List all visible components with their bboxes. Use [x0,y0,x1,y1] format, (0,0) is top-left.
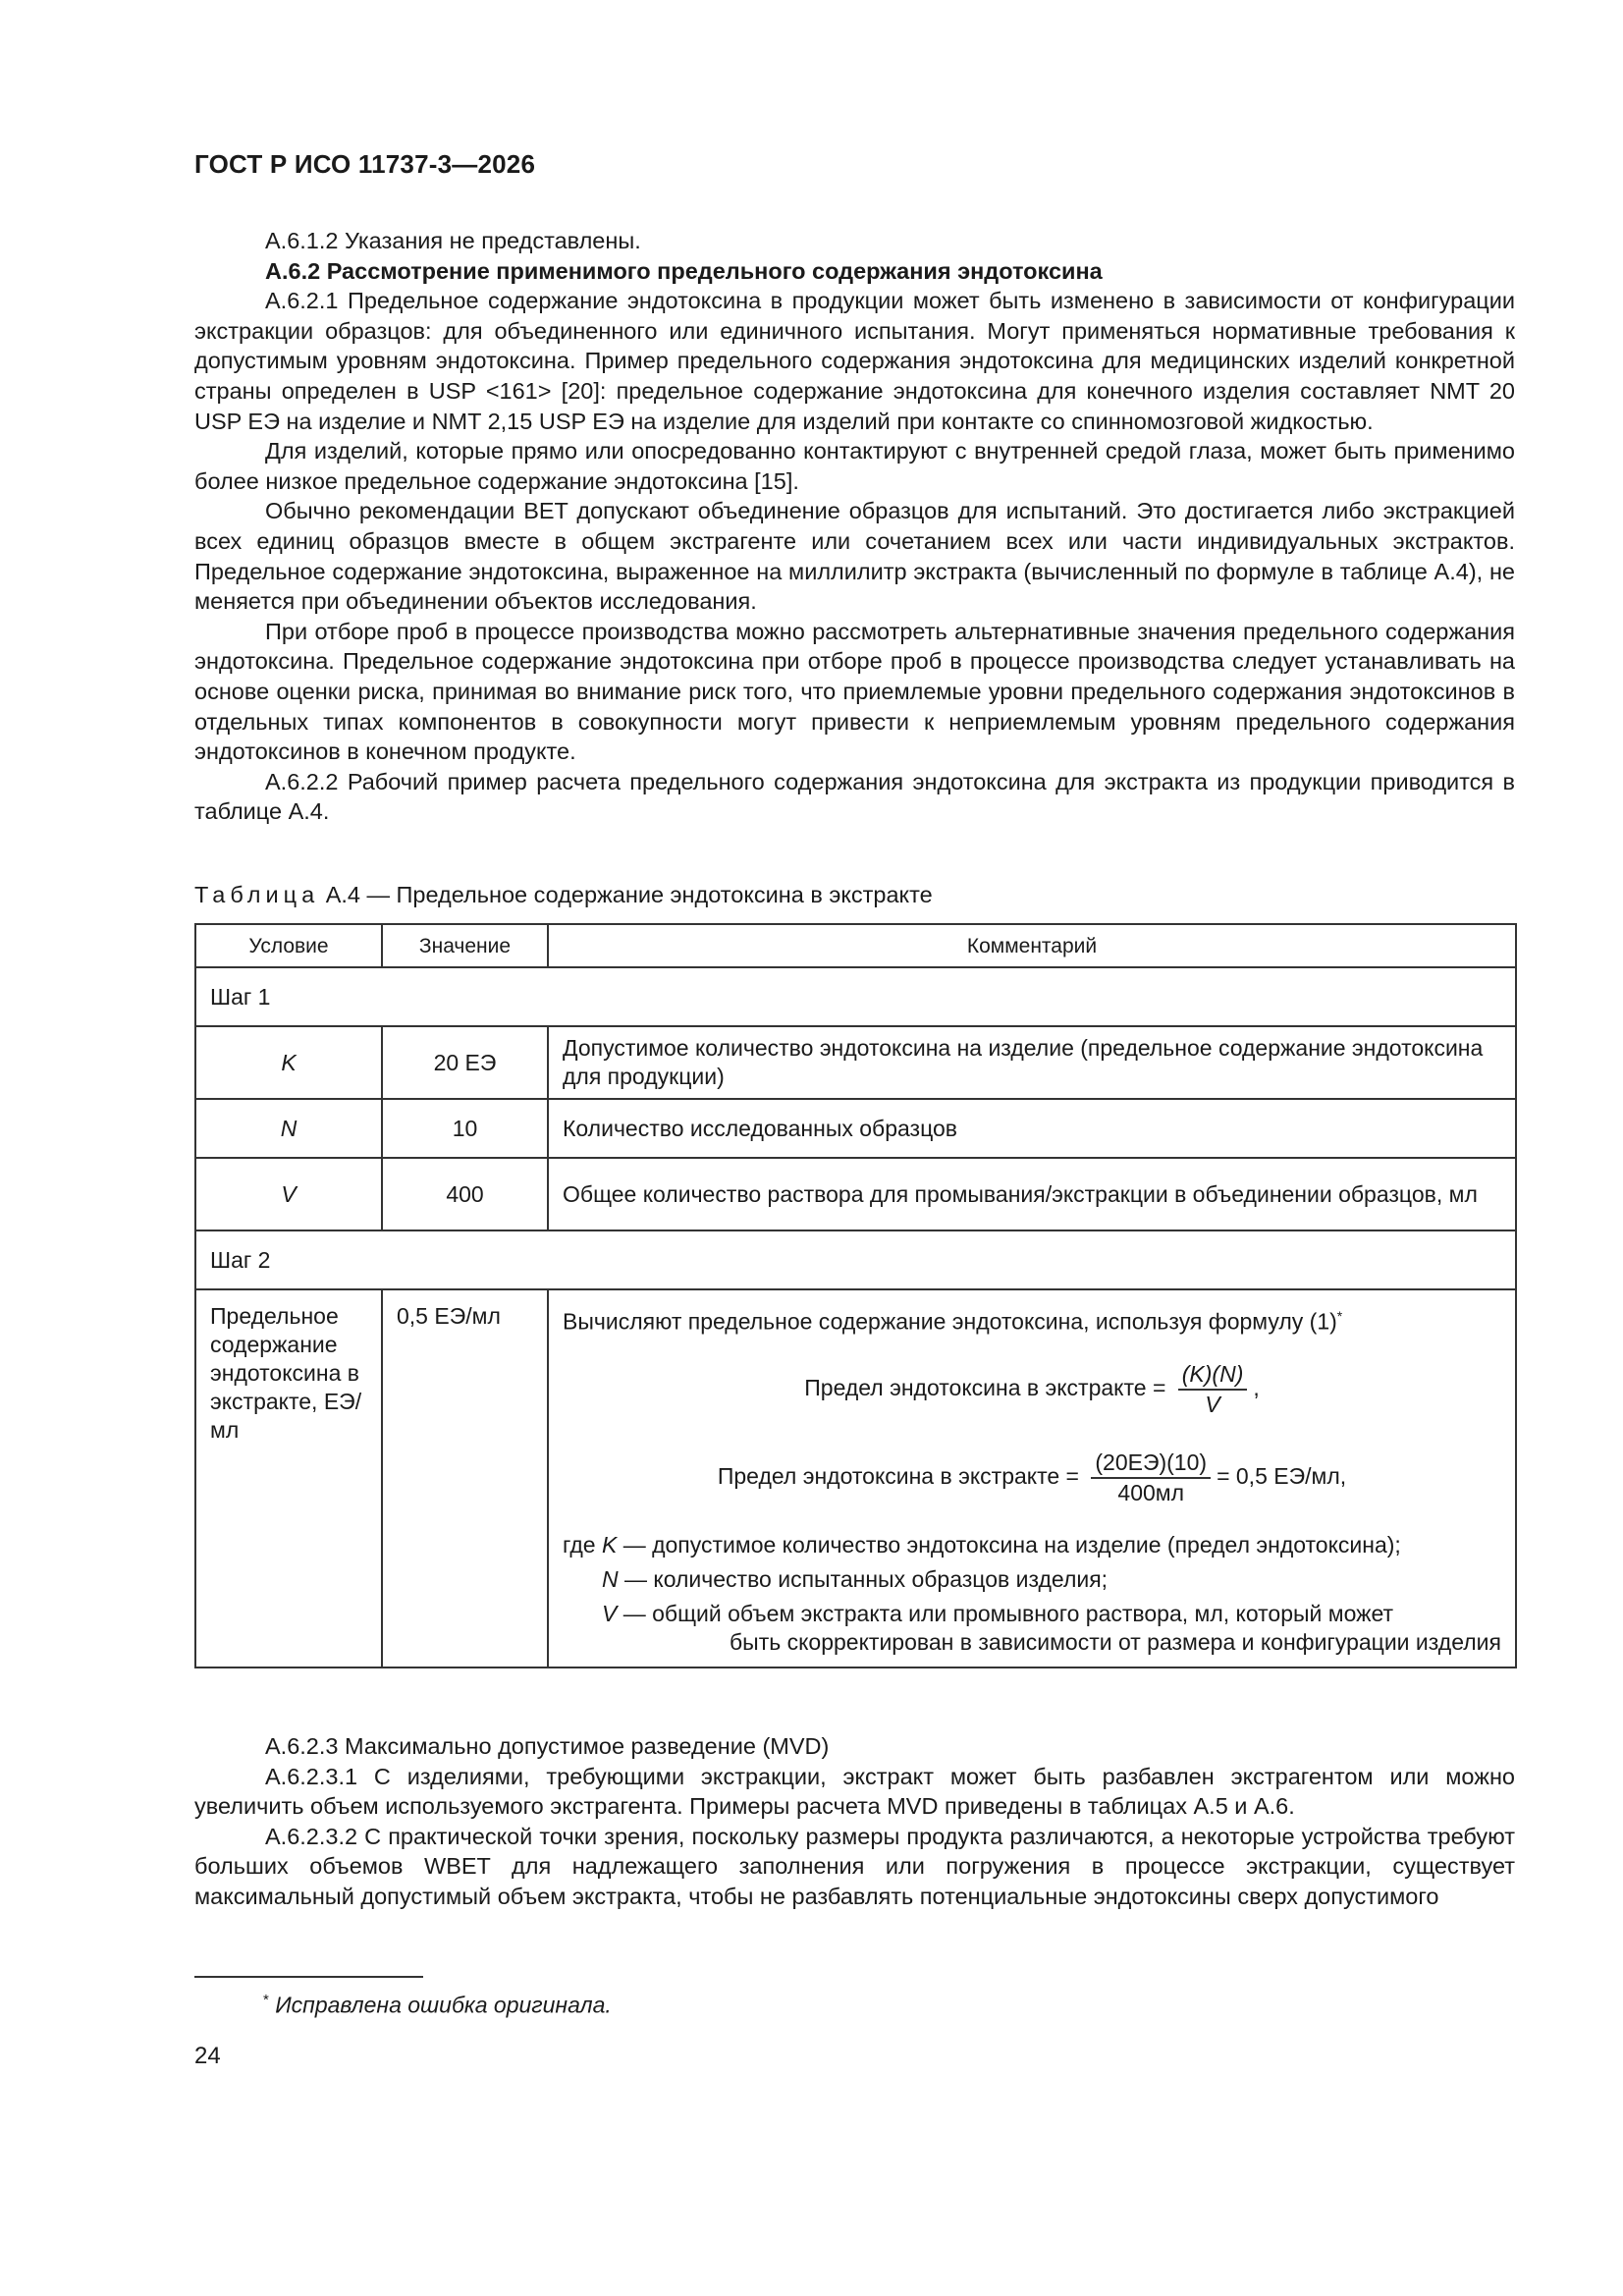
cell-value: 0,5 ЕЭ/мл [382,1289,548,1667]
table-caption [194,882,933,908]
formula-tail: = 0,5 ЕЭ/мл, [1217,1462,1347,1489]
fraction-numerator: (K)(N) [1178,1360,1248,1391]
legend-row-n [563,1565,1501,1594]
step-row [195,967,1516,1026]
standard-header: ГОСТ Р ИСО 11737-3—2026 [194,149,536,179]
fraction [1091,1449,1211,1507]
header-comment: Комментарий [548,924,1516,967]
footnote-mark: * [263,1992,269,2008]
legend-k: — допустимое количество эндотоксина на изделие (предел эндотоксина); [622,1531,1401,1558]
footnote [263,1992,612,2019]
section-heading: А.6.2 Рассмотрение применимого предельного содержания эндотоксина [265,257,1103,284]
fraction [1178,1360,1248,1419]
table-row [195,1158,1516,1230]
calc-intro-text: Вычисляют предельное содержание эндотоксина, используя формулу (1) [563,1308,1337,1335]
table-caption-word: Таблица [194,882,320,907]
step-row [195,1230,1516,1289]
table-row [195,1099,1516,1158]
header-condition: Условие [195,924,382,967]
cell-comment: Количество исследованных образцов [548,1099,1516,1158]
cell-condition: K [195,1026,382,1099]
formula-tail: , [1253,1374,1260,1400]
cell-comment: Допустимое количество эндотоксина на изделие (предельное содержание эндотоксина для продукции) [548,1026,1516,1099]
symbol-k: K [601,1531,618,1558]
table-row [195,1026,1516,1099]
paragraph: А.6.2.3 Максимально допустимое разведение (MVD) [265,1733,830,1759]
legend-row-v-cont [563,1628,1501,1657]
footnote-mark: * [1336,1308,1343,1324]
formula-label: Предел эндотоксина в экстракте = [717,1462,1079,1489]
legend-v: — общий объем экстракта или промывного раствора, мл, который может [622,1600,1394,1626]
body-text-top [194,226,1515,827]
legend-row-v [563,1600,1501,1628]
paragraph: А.6.2.3.1 С изделиями, требующими экстракции, экстракт может быть разбавлен экстрагентом или можно увеличить объем используемого экстрагента. Примеры расчета MVD приведены в таблицах А.5 и А.6. [194,1763,1515,1820]
body-text-bottom [194,1731,1515,1912]
header-value: Значение [382,924,548,967]
paragraph: А.6.1.2 Указания не представлены. [265,228,641,253]
formula-example [563,1449,1501,1507]
paragraph: А.6.2.1 Предельное содержание эндотоксина в продукции может быть изменено в зависимости от конфигурации экстракции образцов: для объединенного или единичного испытания. Могут применяться нормативные требования к допустимым уровням эндотоксина. Пример предельного содержания эндотоксина для медицинских изделий конкретной страны определен в USP <161> [20]: предельное содержание эндотоксина для конечного изделия составляет NMT 20 USP ЕЭ на изделие и NMT 2,15 USP ЕЭ на изделие для изделий при контакте со спинномозговой жидкостью. [194,288,1515,434]
paragraph: А.6.2.2 Рабочий пример расчета предельного содержания эндотоксина для экстракта из продукции приводится в таблице А.4. [194,768,1515,825]
step-1-label: Шаг 1 [195,967,1516,1026]
variable-legend [563,1531,1501,1657]
symbol-n: N [602,1565,619,1592]
legend-v-cont: быть скорректирован в зависимости от размера и конфигурации изделия [730,1628,1501,1655]
table-header-row [195,924,1516,967]
footnote-text: Исправлена ошибка оригинала. [275,1992,612,2018]
cell-condition: V [195,1158,382,1230]
fraction-denominator: 400мл [1117,1479,1185,1505]
symbol-v: V [602,1600,618,1626]
cell-condition: Предельное содержание эндотоксина в экстракте, ЕЭ/мл [195,1289,382,1667]
footnote-divider [194,1976,423,1978]
comment-line: Общее количество раствора для промывания/экстракции в объединении образцов, мл [563,1180,1478,1207]
cell-comment [548,1158,1516,1230]
legend-row-k [563,1531,1501,1559]
cell-condition: N [195,1099,382,1158]
where-word: где [563,1531,596,1558]
page-number: 24 [194,2043,221,2069]
cell-value: 400 [382,1158,548,1230]
formula-general [563,1360,1501,1419]
paragraph: А.6.2.3.2 С практической точки зрения, поскольку размеры продукта различаются, а некоторые устройства требуют больших объемов WBET для надлежащего заполнения или погружения в процессе экстракции, существует максимальный допустимый объем экстракта, чтобы не разбавлять потенциальные эндотоксины сверх допустимого [194,1823,1515,1909]
cell-comment [548,1289,1516,1667]
fraction-numerator: (20ЕЭ)(10) [1091,1449,1211,1479]
table-row [195,1289,1516,1667]
paragraph: Для изделий, которые прямо или опосредованно контактируют с внутренней средой глаза, может быть применимо более низкое предельное содержание эндотоксина [15]. [194,438,1515,494]
formula-label: Предел эндотоксина в экстракте = [804,1374,1166,1400]
paragraph: При отборе проб в процессе производства можно рассмотреть альтернативные значения предельного содержания эндотоксина. Предельное содержание эндотоксина при отборе проб в процессе производства следует устанавливать на основе оценки риска, принимая во внимание риск того, что приемлемые уровни предельного содержания эндотоксинов в отдельных типах компонентов в совокупности могут привести к неприемлемым уровням предельного содержания эндотоксинов в конечном продукте. [194,618,1515,765]
paragraph: Обычно рекомендации BET допускают объединение образцов для испытаний. Это достигается либо экстракцией всех единиц образцов вместе в общем экстрагенте или сочетанием всех или части индивидуальных экстрактов. Предельное содержание эндотоксина, выраженное на миллилитр экстракта (вычисленный по формуле в таблице А.4), не меняется при объединении объектов исследования. [194,498,1515,615]
endotoxin-table [194,923,1517,1668]
step-2-label: Шаг 2 [195,1230,1516,1289]
calc-intro [563,1302,1501,1337]
cell-value: 20 ЕЭ [382,1026,548,1099]
fraction-denominator: V [1205,1391,1220,1417]
legend-n: — количество испытанных образцов изделия; [624,1565,1109,1592]
table-caption-text: А.4 — Предельное содержание эндотоксина в экстракте [325,882,933,907]
cell-value: 10 [382,1099,548,1158]
